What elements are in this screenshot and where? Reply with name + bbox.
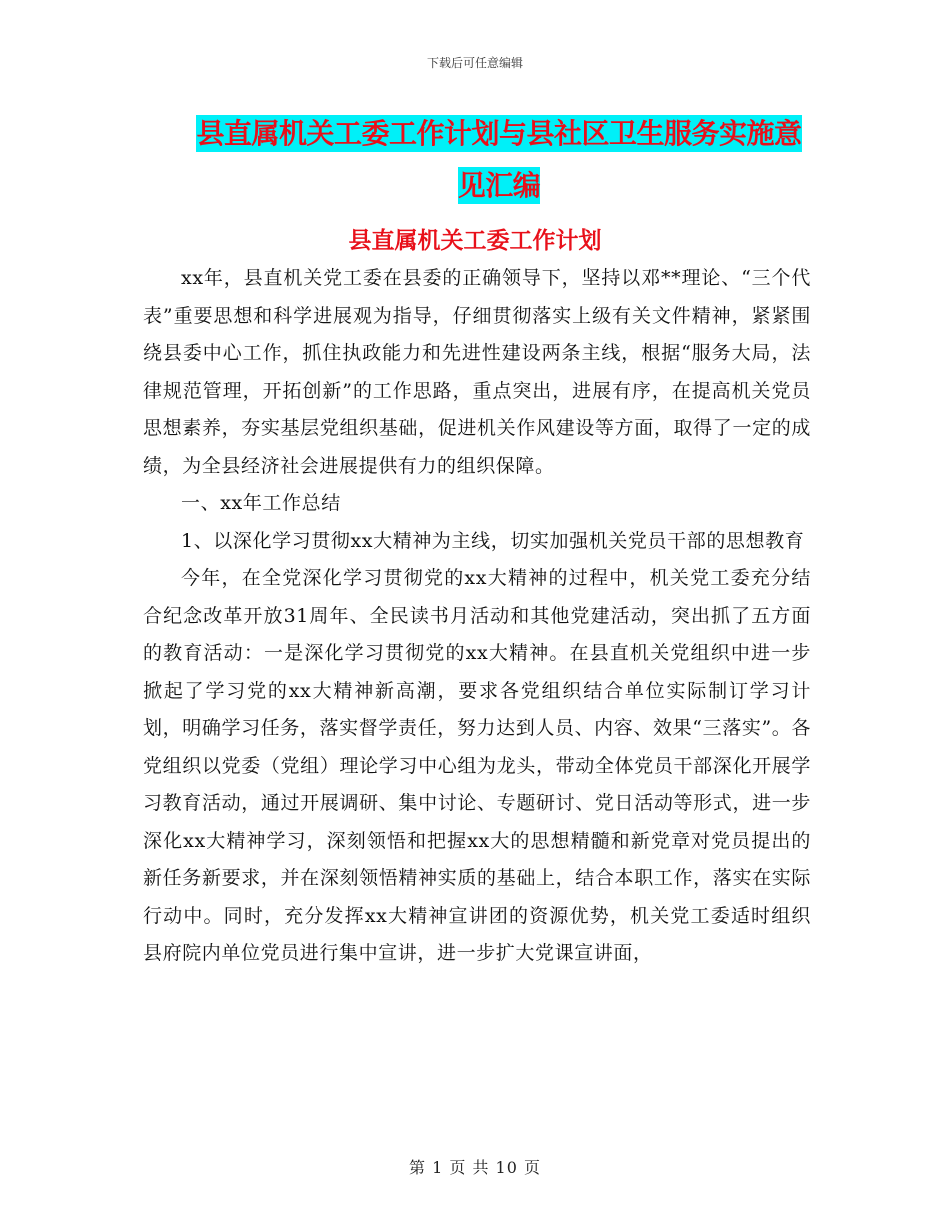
- paragraph-education-detail: 今年，在全党深化学习贯彻党的xx大精神的过程中，机关党工委充分结合纪念改革开放31周年、全民读书月活动和其他党建活动，突出抓了五方面的教育活动：一是深化学习贯彻党的xx大精神。在县直机关党组织中进一步掀起了学习党的xx大精神新高潮，要求各党组织结合单位实际制订学习计划，明确学习任务，落实督学责任，努力达到人员、内容、效果“三落实”。各党组织以党委（党组）理论学习中心组为龙头，带动全体党员干部深化开展学习教育活动，通过开展调研、集中讨论、专题研讨、党日活动等形式，进一步深化xx大精神学习，深刻领悟和把握xx大的思想精髓和新党章对党员提出的新任务新要求，并在深刻领悟精神实质的基础上，结合本职工作，落实在实际行动中。同时，充分发挥xx大精神宣讲团的资源优势，机关党工委适时组织县府院内单位党员进行集中宣讲，进一步扩大党课宣讲面，: [143, 567, 811, 964]
- section-title: 县直属机关工委工作计划: [348, 228, 602, 254]
- document-title: 县直属机关工委工作计划与县社区卫生服务实施意见汇编: [196, 117, 802, 202]
- document-body: [143, 260, 811, 973]
- page-header-note: 下载后可任意编辑: [426, 56, 523, 70]
- paragraph-subheading-education: 1、以深化学习贯彻xx大精神为主线，切实加强机关党员干部的思想教育: [181, 529, 805, 552]
- page-number-label: 第 1 页 共 10 页: [409, 1158, 541, 1177]
- paragraph-intro: xx年，县直机关党工委在县委的正确领导下，坚持以邓**理论、“三个代表”重要思想和科学进展观为指导，仔细贯彻落实上级有关文件精神，紧紧围绕县委中心工作，抓住执政能力和先进性建设两条主线，根据“服务大局，法律规范管理，开拓创新”的工作思路，重点突出，进展有序，在提高机关党员思想素养，夯实基层党组织基础，促进机关作风建设等方面，取得了一定的成绩，为全县经济社会进展提供有力的组织保障。: [143, 267, 811, 477]
- document-title-block: [193, 110, 805, 214]
- paragraph-heading-summary: 一、xx年工作总结: [181, 492, 341, 514]
- page-footer: [0, 1155, 950, 1178]
